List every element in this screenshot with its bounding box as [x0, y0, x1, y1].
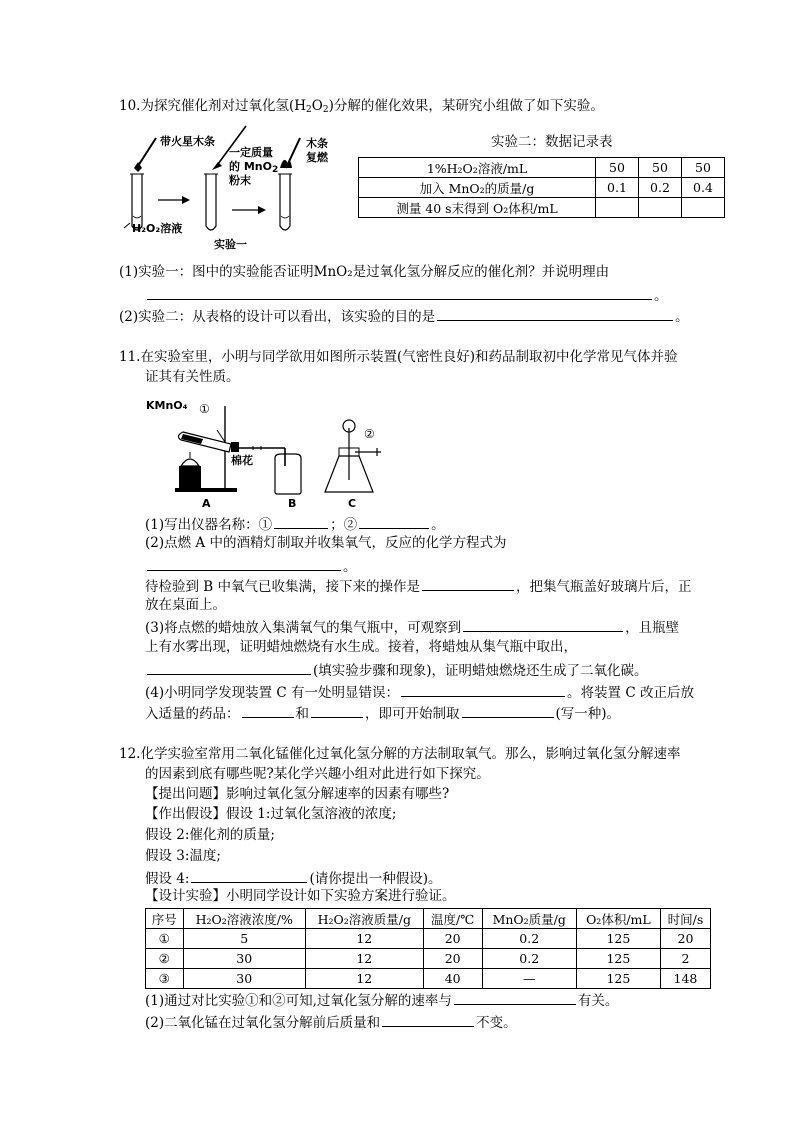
q12-design: 【设计实验】小明同学设计如下实验方案进行验证。	[145, 888, 456, 904]
q11-part1	[145, 514, 445, 534]
reignited-splint	[280, 138, 300, 168]
table-header-row	[146, 909, 711, 929]
q12-hypothesis-1: 【作出假设】假设 1:过氧化氢溶液的浓度;	[145, 806, 397, 822]
q10-part2	[119, 306, 689, 326]
q11-part1-mid: ；②	[330, 517, 358, 533]
q11-intro-line1: 11.在实验室里，小明与同学欲用如图所示装置(气密性良好)和药品制取初中化学常见气体并验	[119, 349, 678, 365]
q11-intro-line2: 证其有关性质。	[145, 369, 240, 385]
label-splint-burns-1: 木条	[306, 137, 328, 150]
table-cell: 125	[576, 929, 660, 949]
answer-blank[interactable]	[422, 576, 514, 591]
table-cell: —	[482, 969, 576, 989]
q10-intro-text-a: 10.为探究催化剂对过氧化氢(H	[119, 98, 307, 114]
label-c: C	[348, 497, 357, 510]
label-mno2-line2	[229, 160, 278, 174]
q12-table	[145, 908, 711, 989]
experiment-two-table	[358, 157, 725, 218]
q11-part2-line1: (2)点燃 A 中的酒精灯制取并收集氧气，反应的化学方程式为	[145, 535, 507, 551]
answer-blank[interactable]	[147, 556, 341, 571]
q11-part3-text2: ，且瓶壁	[625, 620, 680, 636]
table-cell: ①	[146, 929, 184, 949]
q10-part1-answer	[145, 285, 668, 305]
table-cell: 30	[183, 969, 305, 989]
table-cell: 20	[660, 929, 710, 949]
table-cell: 0.2	[482, 929, 576, 949]
answer-blank[interactable]	[147, 660, 311, 675]
table-cell: 148	[660, 969, 710, 989]
answer-blank[interactable]	[311, 703, 363, 718]
q10-intro-sub: 2	[306, 105, 312, 115]
label-glowing-splint: 带火星木条	[160, 135, 215, 148]
q11-part2-text: 待检验到 B 中氧气已收集满，接下来的操作是	[145, 579, 421, 595]
answer-blank[interactable]	[359, 514, 429, 529]
table-row	[146, 969, 711, 989]
row-header: 1%H₂O₂溶液/mL	[359, 158, 596, 178]
table-cell: 12	[305, 929, 423, 949]
q10-part1-end: 。	[654, 288, 668, 304]
table-cell	[682, 198, 725, 218]
q11-part2-text2: ，把集气瓶盖好玻璃片后，正	[516, 579, 692, 595]
table-header: 温度/℃	[423, 909, 482, 929]
answer-blank[interactable]	[191, 868, 307, 883]
q10-intro	[119, 97, 604, 115]
table-cell: ③	[146, 969, 184, 989]
table-cell: 40	[423, 969, 482, 989]
q10-intro-text-b: O	[311, 98, 323, 114]
apparatus-a	[175, 406, 285, 492]
q12-part2-end: 不变。	[476, 1015, 517, 1031]
q12-part1	[145, 990, 618, 1010]
q11-part4-text5: ，即可开始制取	[365, 706, 460, 722]
q12-part2-text: (2)二氧化锰在过氧化氢分解前后质量和	[145, 1015, 381, 1031]
answer-blank[interactable]	[462, 703, 554, 718]
table-cell: 0.4	[682, 178, 725, 198]
q11-part3-text3: (填实验步骤和现象)，证明蜡烛燃烧还生成了二氧化碳。	[313, 663, 648, 679]
q11-part1-text: (1)写出仪器名称：①	[145, 517, 273, 533]
q12-intro-line2: 的因素到底有哪些呢?某化学兴趣小组对此进行如下探究。	[145, 766, 490, 782]
q11-part2-line4: 放在桌面上。	[145, 597, 226, 613]
table-cell: 2	[660, 949, 710, 969]
label-mno2-line1: 一定质量	[229, 146, 273, 159]
q10-intro-sub2: 2	[322, 105, 329, 115]
q12-hypothesis-4-text: 假设 4:	[145, 871, 190, 887]
q11-part2-end: 。	[343, 559, 357, 575]
table-cell	[639, 198, 682, 218]
label-cotton: 棉花	[231, 454, 253, 467]
q11-part2-line3	[145, 576, 692, 596]
label-mno2-sub: 2	[271, 165, 279, 175]
table-header: O₂体积/mL	[576, 909, 660, 929]
table-cell: 50	[639, 158, 682, 178]
answer-blank[interactable]	[147, 285, 652, 300]
table-row	[359, 158, 725, 178]
q11-part4-text: (4)小明同学发现装置 C 有一处明显错误：	[145, 685, 400, 701]
table-header: 序号	[146, 909, 184, 929]
test-tube-2	[204, 174, 218, 230]
label-a: A	[202, 497, 211, 510]
answer-blank[interactable]	[463, 617, 623, 632]
q12-raise-question: 【提出问题】影响过氧化氢分解速率的因素有哪些?	[145, 786, 450, 802]
q10-intro-text-c: )分解的催化效果，某研究小组做了如下实验。	[328, 98, 604, 114]
table-cell: 125	[576, 949, 660, 969]
label-h2o2-solution: H₂O₂溶液	[132, 222, 183, 235]
q12-part2	[145, 1012, 517, 1032]
q10-part2-end: 。	[675, 309, 689, 325]
q11-part3-line1	[145, 617, 679, 637]
label-mno2-line3: 粉末	[229, 174, 251, 187]
q11-part3-line3	[145, 660, 648, 680]
q12-part1-end: 有关。	[577, 993, 619, 1009]
q12-hypothesis-4	[145, 868, 441, 888]
q11-part3-text: (3)将点燃的蜡烛放入集满氧气的集气瓶中，可观察到	[145, 620, 462, 636]
arrow-1	[158, 196, 190, 204]
table-cell: 30	[183, 949, 305, 969]
label-splint-burns-2: 复燃	[306, 151, 328, 164]
q11-part4-text4: 和	[295, 706, 309, 722]
answer-blank[interactable]	[274, 514, 328, 529]
test-tube-3	[278, 174, 292, 230]
q11-part4-text3: 入适量的药品：	[145, 706, 240, 722]
row-header: 测量 40 s末得到 O₂体积/mL	[359, 198, 596, 218]
answer-blank[interactable]	[454, 990, 576, 1005]
q12-hypothesis-3: 假设 3:温度;	[145, 848, 221, 864]
table-header: MnO₂质量/g	[482, 909, 576, 929]
q11-part4-text6: (写一种)。	[555, 706, 621, 722]
q12-hypothesis-4-end: (请你提出一种假设)。	[309, 871, 442, 887]
q11-part1-end: 。	[431, 517, 445, 533]
table-header: H₂O₂溶液浓度/%	[183, 909, 305, 929]
table-cell: 0.1	[596, 178, 639, 198]
table-cell: 0.2	[482, 949, 576, 969]
table-cell: 5	[183, 929, 305, 949]
table-row	[359, 198, 725, 218]
table-cell: 50	[682, 158, 725, 178]
apparatus-b	[275, 454, 301, 494]
table-cell: 12	[305, 949, 423, 969]
q10-part2-text: (2)实验二：从表格的设计可以看出，该实验的目的是	[119, 309, 436, 325]
q11-part2-line2	[145, 556, 357, 576]
table-header: 时间/s	[660, 909, 710, 929]
q11-part4-line1	[145, 682, 694, 702]
answer-blank[interactable]	[437, 306, 673, 321]
table-cell: ②	[146, 949, 184, 969]
table-cell: 20	[423, 929, 482, 949]
q10-part1: (1)实验一：图中的实验能否证明MnO₂是过氧化氢分解反应的催化剂？并说明理由	[119, 264, 610, 280]
table-cell	[596, 198, 639, 218]
label-experiment-one: 实验一	[214, 238, 247, 251]
experiment-two-table-title: 实验二：数据记录表	[491, 134, 613, 150]
answer-blank[interactable]	[242, 703, 294, 718]
row-header: 加入 MnO₂的质量/g	[359, 178, 596, 198]
table-cell: 125	[576, 969, 660, 989]
table-row	[359, 178, 725, 198]
glowing-splint	[134, 138, 156, 172]
label-circle-2: ②	[364, 427, 375, 441]
table-row	[146, 929, 711, 949]
q12-part1-text: (1)通过对比实验①和②可知,过氧化氢分解的速率与	[145, 993, 452, 1009]
table-row	[146, 949, 711, 969]
answer-blank[interactable]	[382, 1012, 474, 1027]
q12-hypothesis-2: 假设 2:催化剂的质量;	[145, 827, 275, 843]
table-cell: 20	[423, 949, 482, 969]
table-cell: 50	[596, 158, 639, 178]
label-b: B	[288, 497, 297, 510]
answer-blank[interactable]	[401, 682, 565, 697]
table-header: H₂O₂溶液质量/g	[305, 909, 423, 929]
label-kmno4: KMnO₄	[146, 399, 188, 412]
q11-part4-text2: 。将装置 C 改正后放	[567, 685, 694, 701]
arrow-2	[232, 206, 266, 214]
q11-part4-line2	[145, 703, 620, 723]
label-mno2-text: 的 MnO	[229, 160, 272, 173]
q12-intro-line1: 12.化学实验室常用二氧化锰催化过氧化氢分解的方法制取氧气。那么，影响过氧化氢分解速率	[119, 746, 681, 762]
label-circle-1: ①	[199, 402, 210, 416]
table-cell: 12	[305, 969, 423, 989]
q11-part3-line2: 上有水雾出现，证明蜡烛燃烧有水生成。接着，将蜡烛从集气瓶中取出，	[145, 639, 577, 655]
table-cell: 0.2	[639, 178, 682, 198]
